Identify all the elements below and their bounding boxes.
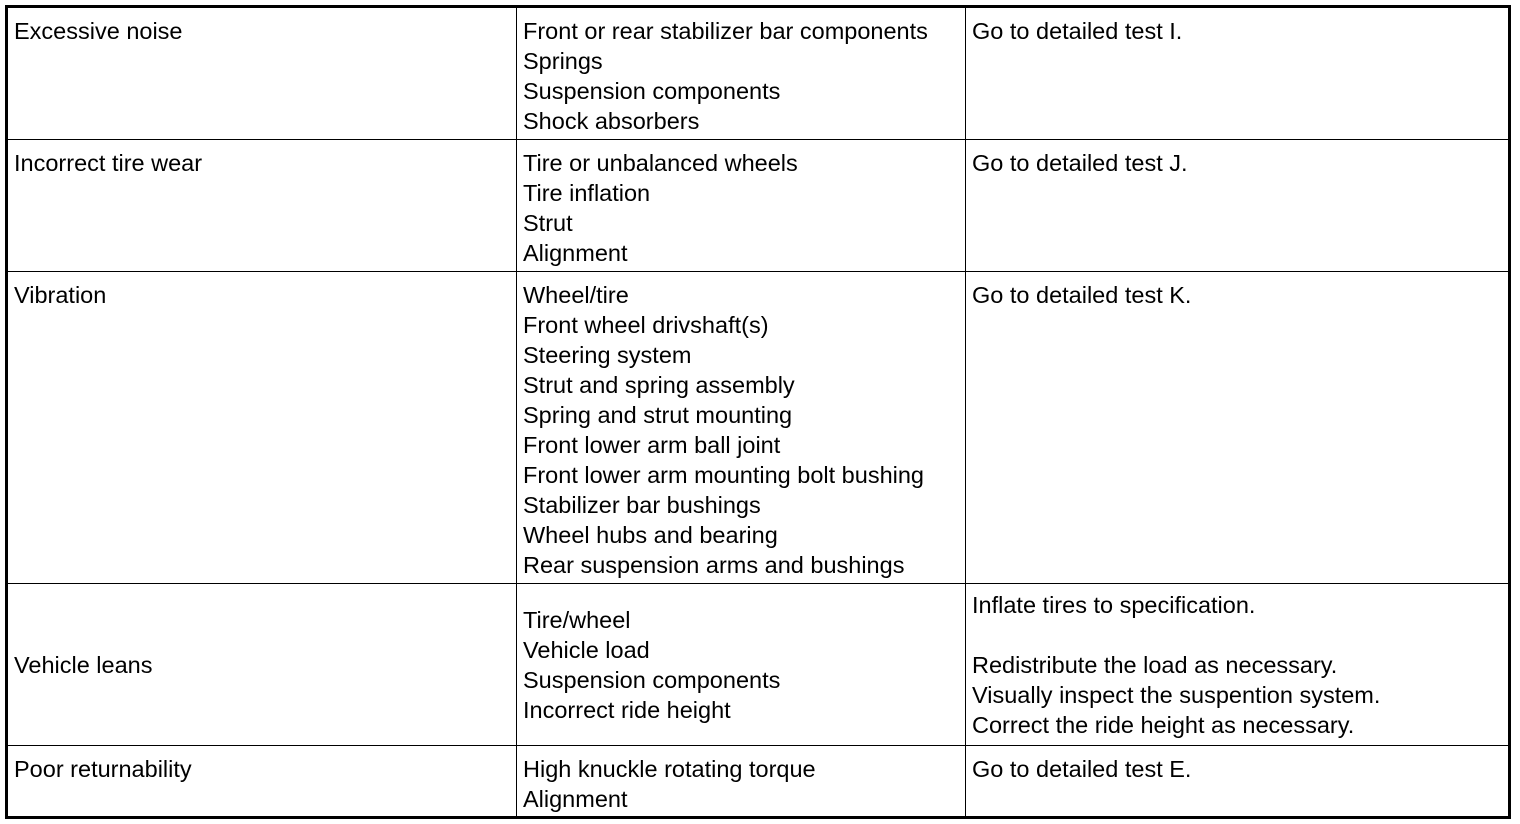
cause-item: Front lower arm mounting bolt bushing [523, 462, 925, 488]
condition-cell [7, 746, 517, 818]
cause-item: Suspension components [523, 78, 781, 104]
cause-item: Steering system [523, 342, 692, 368]
cause-item: Tire or unbalanced wheels [523, 150, 798, 176]
cause-item: Front wheel drivshaft(s) [523, 312, 769, 338]
cause-item: Wheel hubs and bearing [523, 522, 778, 548]
cause-item: Shock absorbers [523, 108, 700, 134]
cause-item: Front lower arm ball joint [523, 432, 781, 458]
action-spacer [972, 620, 1502, 650]
cause-item: High knuckle rotating torque [523, 756, 816, 782]
cause-item: Wheel/tire [523, 282, 629, 308]
table-row [7, 584, 1510, 746]
table-row [7, 7, 1510, 140]
diagnosis-table [5, 5, 1511, 819]
condition-cell [7, 7, 517, 140]
cause-item: Alignment [523, 240, 628, 266]
cause-item: Incorrect ride height [523, 696, 731, 723]
action-item: Go to detailed test E. [972, 756, 1192, 782]
cause-item: Rear suspension arms and bushings [523, 552, 905, 578]
condition-text: Incorrect tire wear [14, 150, 203, 176]
causes-cell [517, 7, 966, 140]
condition-cell [7, 584, 517, 746]
condition-text: Excessive noise [14, 18, 183, 44]
cause-item: Springs [523, 48, 603, 74]
action-item: Correct the ride height as necessary. [972, 711, 1355, 738]
causes-cell [517, 584, 966, 746]
condition-text: Vibration [14, 282, 107, 308]
action-item: Go to detailed test I. [972, 18, 1183, 44]
action-item: Go to detailed test J. [972, 150, 1188, 176]
causes-cell [517, 746, 966, 818]
cause-item: Spring and strut mounting [523, 402, 793, 428]
condition-cell [7, 140, 517, 272]
table-row [7, 272, 1510, 584]
cause-item: Front or rear stabilizer bar components [523, 18, 928, 44]
condition-cell [7, 272, 517, 584]
causes-cell [517, 140, 966, 272]
cause-item: Strut [523, 210, 573, 236]
action-item: Visually inspect the suspention system. [972, 681, 1381, 708]
action-item: Inflate tires to specification. [972, 591, 1256, 618]
action-cell [966, 746, 1510, 818]
table-row [7, 746, 1510, 818]
cause-item: Tire/wheel [523, 606, 631, 633]
action-cell [966, 140, 1510, 272]
cause-item: Tire inflation [523, 180, 651, 206]
action-item: Redistribute the load as necessary. [972, 651, 1338, 678]
condition-text: Poor returnability [14, 756, 192, 782]
table-row [7, 140, 1510, 272]
action-item: Go to detailed test K. [972, 282, 1192, 308]
causes-cell [517, 272, 966, 584]
cause-item: Stabilizer bar bushings [523, 492, 761, 518]
cause-item: Suspension components [523, 666, 781, 693]
cause-item: Vehicle load [523, 636, 650, 663]
action-cell [966, 7, 1510, 140]
condition-text: Vehicle leans [14, 651, 153, 678]
cause-item: Alignment [523, 786, 628, 812]
action-cell [966, 272, 1510, 584]
action-cell [966, 584, 1510, 746]
cause-item: Strut and spring assembly [523, 372, 795, 398]
